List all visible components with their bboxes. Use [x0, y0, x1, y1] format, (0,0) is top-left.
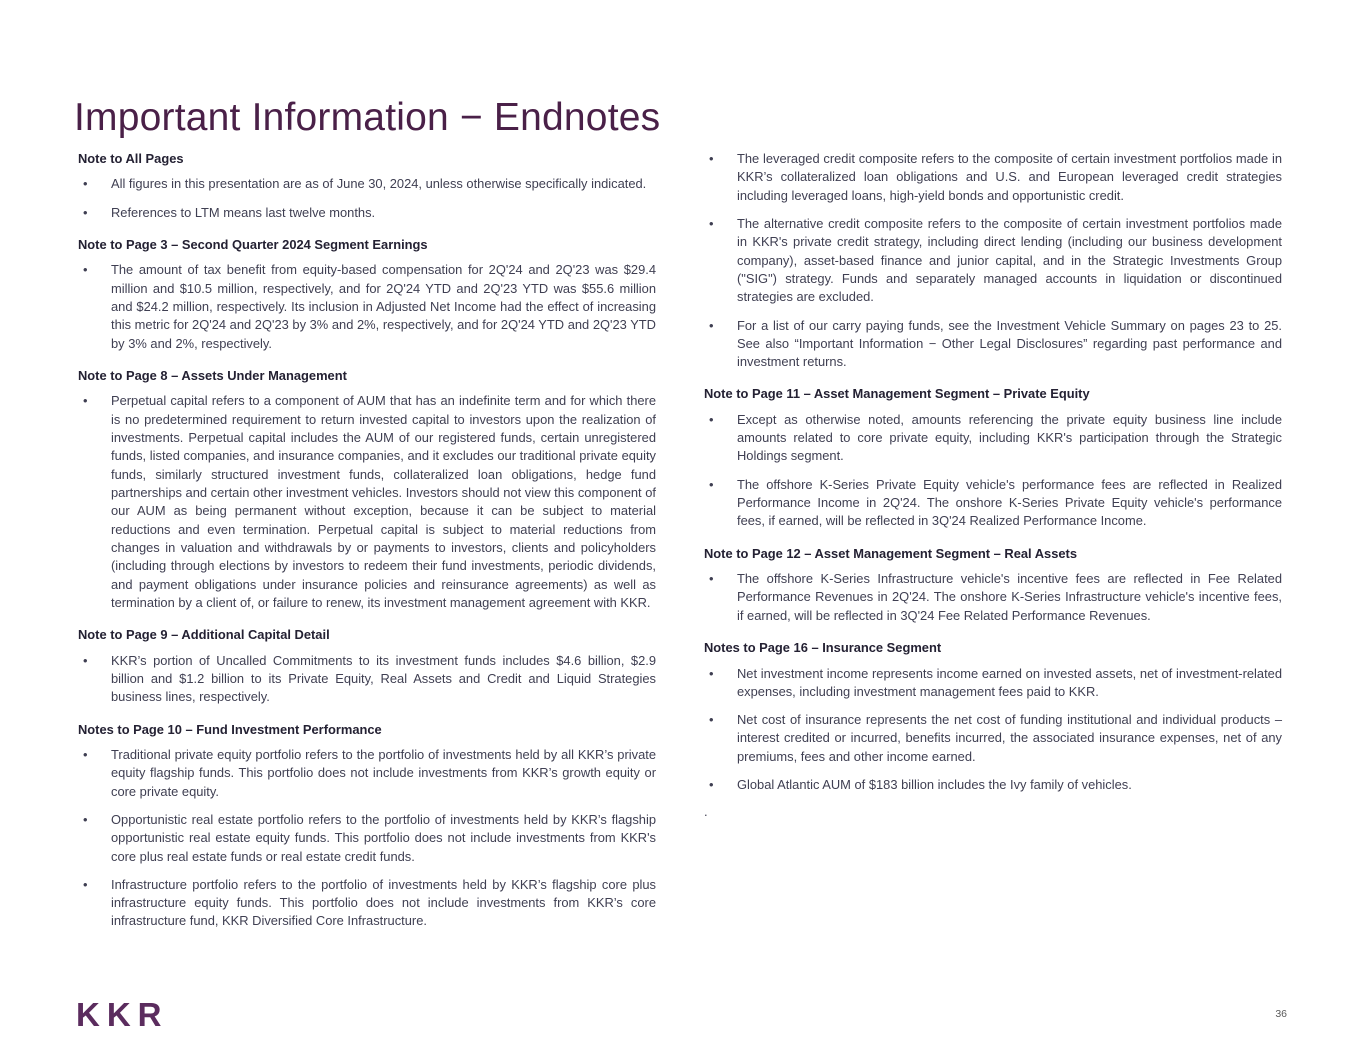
- stray-period: .: [704, 804, 708, 820]
- bullet-icon: •: [709, 777, 714, 793]
- endnote-text: The alternative credit composite refers to the composite of certain investment portfolios made in KKR's private credit strategy, including direct lending (including our business development company), asset-based finance and junior capital, and in the Strategic Investments Group ("SIG") strategy. Funds and separately managed accounts in liquidation or discontinued strategies are excluded.: [737, 215, 1282, 305]
- bullet-icon: •: [709, 411, 714, 427]
- section-heading: Note to Page 9 – Additional Capital Detail: [78, 627, 330, 643]
- bullet-icon: •: [709, 665, 714, 681]
- bullet-icon: •: [83, 262, 88, 278]
- endnotes-columns: [78, 150, 1283, 941]
- bullet-icon: •: [83, 652, 88, 668]
- endnote-bullet: [704, 411, 1282, 466]
- bullet-icon: •: [83, 176, 88, 192]
- page-title: Important Information − Endnotes: [74, 96, 661, 140]
- section-heading: Note to Page 12 – Asset Management Segment – Real Assets: [704, 545, 1078, 561]
- page-number: 36: [1275, 1008, 1287, 1020]
- bullet-icon: •: [709, 215, 714, 231]
- endnote-text: References to LTM means last twelve months.: [111, 204, 376, 220]
- endnote-bullet: [704, 665, 1282, 702]
- bullet-icon: •: [709, 712, 714, 728]
- section-heading: Note to Page 3 – Second Quarter 2024 Segment Earnings: [78, 237, 428, 253]
- section-heading: Note to Page 8 – Assets Under Management: [78, 368, 347, 384]
- endnote-text: Traditional private equity portfolio refers to the portfolio of investments held by all KKR’s private equity flagship funds. This portfolio does not include investments from KKR’s growth equity or core private equity.: [111, 746, 656, 799]
- endnote-bullet: [704, 570, 1282, 625]
- endnote-text: Opportunistic real estate portfolio refers to the portfolio of investments held by KKR’s flagship opportunistic real estate equity funds. This portfolio does not include investments from KKR's core plus real estate funds or real estate credit funds.: [111, 811, 656, 864]
- endnote-bullet: [78, 204, 656, 222]
- endnote-bullet: [78, 876, 656, 931]
- endnote-text: The offshore K-Series Infrastructure vehicle's incentive fees are reflected in Fee Related Performance Revenues in 2Q'24. The onshore K-Series Infrastructure vehicle's incentive fees, if earned, will be reflected in 3Q'24 Fee Related Performance Revenues.: [737, 571, 1282, 623]
- endnote-text: Infrastructure portfolio refers to the portfolio of investments held by KKR’s flagship core plus infrastructure equity funds. This portfolio does not include investments from KKR’s core infrastructure fund, KKR Diversified Core Infrastructure.: [111, 876, 656, 929]
- section-heading: Note to Page 11 – Asset Management Segment – Private Equity: [704, 386, 1090, 402]
- bullet-icon: •: [709, 317, 714, 333]
- endnote-text: Net investment income represents income earned on invested assets, net of investment-related expenses, including investment management fees paid to KKR.: [737, 665, 1282, 699]
- bullet-icon: •: [709, 476, 714, 492]
- endnote-bullet: [78, 261, 656, 353]
- section-heading: Note to All Pages: [78, 151, 184, 166]
- bullet-icon: •: [83, 393, 88, 409]
- endnote-text: The leveraged credit composite refers to the composite of certain investment portfolios made in KKR’s collateralized loan obligations and U.S. and European leveraged credit strategies including leveraged loans, high-yield bonds and opportunistic credit.: [737, 151, 1282, 203]
- endnote-bullet: [78, 811, 656, 866]
- endnote-text: Perpetual capital refers to a component of AUM that has an indefinite term and for which there is no predetermined requirement to return invested capital to investors upon the realization of investments. Perpetual capital includes the AUM of our registered funds, certain unregistered funds, listed companies, and insurance companies, and it excludes our traditional private equity funds, similarly structured investment funds, collateralized loan obligations, hedge fund partnerships and certain other investment vehicles. Investors should not view this component of our AUM as being permanent without exception, because it can be subject to material reductions and even termination. Perpetual capital is subject to material reductions from changes in valuation and withdrawals by or payments to investors, clients and policyholders (including through elections by investors to redeem their fund investments, periodic dividends, and payment obligations under insurance policies and reinsurance agreements) as well as termination by a client of, or failure to renew, its investment management agreement with KKR.: [111, 393, 656, 610]
- endnote-text: Except as otherwise noted, amounts referencing the private equity business line include amounts related to core private equity, including KKR's participation through the Strategic Holdings segment.: [737, 411, 1282, 464]
- endnote-bullet: [704, 317, 1282, 372]
- bullet-icon: •: [83, 204, 88, 220]
- endnote-text: The amount of tax benefit from equity-based compensation for 2Q'24 and 2Q'23 was $29.4 million and $10.5 million, respectively, and for 2Q'24 YTD and 2Q'23 YTD was $55.6 million and $24.2 million, respectively. Its inclusion in Adjusted Net Income had the effect of increasing this metric for 2Q'24 and 2Q'23 by 3% and 2%, respectively, and for 2Q'24 YTD and 2Q'23 YTD by 3% and 2%, respectively.: [111, 262, 656, 351]
- kkr-logo: KKR: [76, 996, 169, 1033]
- endnote-text: KKR’s portion of Uncalled Commitments to its investment funds includes $4.6 billion, $2.9 billion and $1.2 billion to its Private Equity, Real Assets and Credit and Liquid Strategies business lines, respectively.: [111, 652, 656, 705]
- endnote-bullet: [78, 392, 656, 612]
- endnote-text: Global Atlantic AUM of $183 billion includes the Ivy family of vehicles.: [737, 777, 1132, 793]
- endnote-text: All figures in this presentation are as of June 30, 2024, unless otherwise specifically indicated.: [111, 176, 647, 192]
- endnote-bullet: [704, 711, 1282, 766]
- left-column: [78, 150, 656, 941]
- bullet-icon: •: [83, 811, 88, 827]
- endnote-bullet: [704, 150, 1282, 205]
- endnote-text: Net cost of insurance represents the net cost of funding institutional and individual products – interest credited or incurred, benefits incurred, the associated insurance expenses, net of any premiums, fees and other income earned.: [737, 712, 1282, 764]
- endnote-bullet: [704, 476, 1282, 531]
- endnote-bullet: [704, 215, 1282, 307]
- endnote-bullet: [78, 652, 656, 707]
- bullet-icon: •: [83, 876, 88, 892]
- section-heading: Notes to Page 10 – Fund Investment Performance: [78, 721, 382, 737]
- bullet-icon: •: [83, 746, 88, 762]
- right-column: [704, 150, 1282, 941]
- endnote-text: For a list of our carry paying funds, see the Investment Vehicle Summary on pages 23 to 25. See also “Important Information − Other Legal Disclosures” regarding past performance and investment returns.: [737, 317, 1282, 370]
- endnote-bullet: [78, 175, 656, 193]
- section-heading: Notes to Page 16 – Insurance Segment: [704, 640, 942, 656]
- endnote-bullet: [78, 746, 656, 801]
- endnote-text: The offshore K-Series Private Equity vehicle's performance fees are reflected in Realized Performance Income in 2Q'24. The onshore K-Series Private Equity vehicle's performance fees, if earned, will be reflected in 3Q'24 Realized Performance Income.: [737, 476, 1282, 529]
- bullet-icon: •: [709, 571, 714, 587]
- bullet-icon: •: [709, 151, 714, 166]
- endnote-bullet: [704, 776, 1282, 794]
